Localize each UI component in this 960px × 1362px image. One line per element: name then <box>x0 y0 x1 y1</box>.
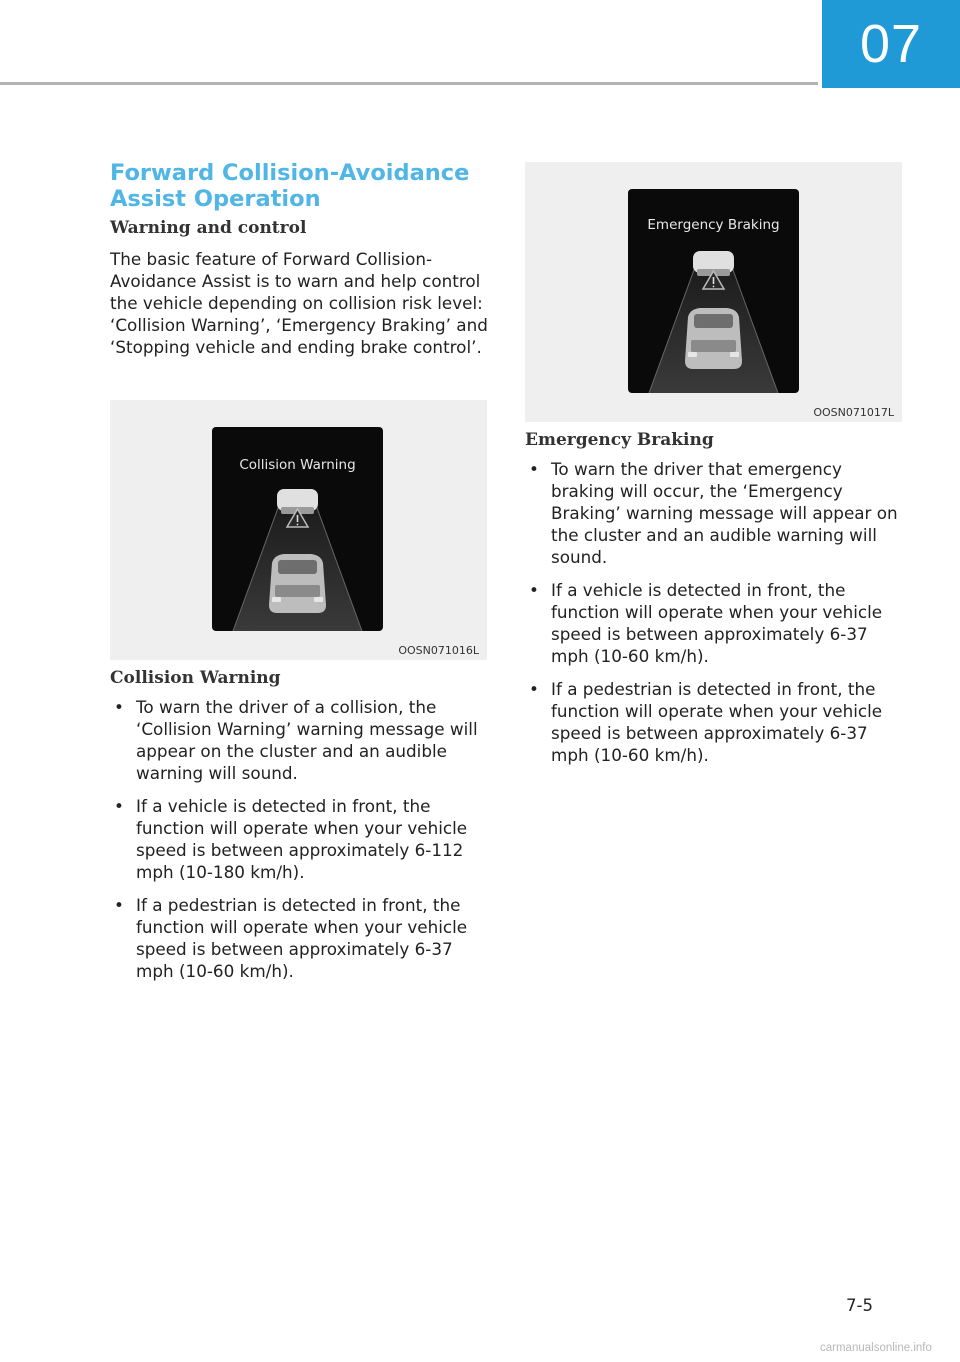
chapter-number: 07 <box>859 14 923 74</box>
watermark: carmanualsonline.info <box>820 1342 932 1354</box>
list-item <box>525 458 910 568</box>
collision-warning-bullet-list <box>110 696 495 993</box>
bullet-text: If a vehicle is detected in front, the function will operate when your vehicle speed is between approximately 6-37 mph (10-60 km/h). <box>551 580 883 666</box>
bullet-text: If a pedestrian is detected in front, the function will operate when your vehicle speed is between approximately 6-37 mph (10-60 km/h). <box>551 679 883 765</box>
list-item <box>110 894 495 982</box>
own-vehicle-icon <box>269 554 326 613</box>
bullet-dot: • <box>529 459 539 479</box>
emergency-braking-subhead: Emergency Braking <box>525 430 714 450</box>
list-item <box>525 678 910 766</box>
figure-caption: OOSN071017L <box>813 406 894 419</box>
collision-warning-subhead: Collision Warning <box>110 668 281 688</box>
own-vehicle-icon <box>685 308 742 369</box>
bullet-dot: • <box>114 697 124 717</box>
screen-title: Emergency Braking <box>647 217 780 233</box>
page-number: 7-5 <box>846 1296 873 1315</box>
bullet-text: To warn the driver of a collision, the ‘Collision Warning’ warning message will appear on the cluster and an audible warning will sound. <box>136 697 478 783</box>
cluster-display <box>628 189 799 393</box>
emergency-braking-bullet-list <box>525 458 910 777</box>
list-item <box>525 579 910 667</box>
bullet-dot: • <box>529 580 539 600</box>
list-item <box>110 696 495 784</box>
figure-caption: OOSN071016L <box>398 644 479 657</box>
emergency-braking-figure <box>525 162 902 422</box>
bullet-dot: • <box>114 796 124 816</box>
bullet-dot: • <box>529 679 539 699</box>
collision-warning-figure <box>110 400 487 660</box>
list-item <box>110 795 495 883</box>
screen-title: Collision Warning <box>239 457 356 473</box>
bullet-text: To warn the driver that emergency braking will occur, the ‘Emergency Braking’ warning message will appear on the cluster and an audible warning will sound. <box>551 459 898 567</box>
cluster-display <box>212 427 383 631</box>
warning-and-control-subhead: Warning and control <box>110 218 307 238</box>
bullet-text: If a vehicle is detected in front, the function will operate when your vehicle speed is between approximately 6-112 mph (10-180 km/h). <box>136 796 468 882</box>
section-title: Forward Collision-Avoidance Assist Operation <box>110 160 470 212</box>
bullet-dot: • <box>114 895 124 915</box>
header-rule <box>0 82 818 85</box>
intro-paragraph: The basic feature of Forward Collision-Avoidance Assist is to warn and help control the vehicle depending on collision risk level: ‘Collision Warning’, ‘Emergency Braking’ and ‘Stopping vehicle and ending brake control’. <box>110 249 488 357</box>
bullet-text: If a pedestrian is detected in front, the function will operate when your vehicle speed is between approximately 6-37 mph (10-60 km/h). <box>136 895 468 981</box>
chapter-tab <box>822 0 960 88</box>
